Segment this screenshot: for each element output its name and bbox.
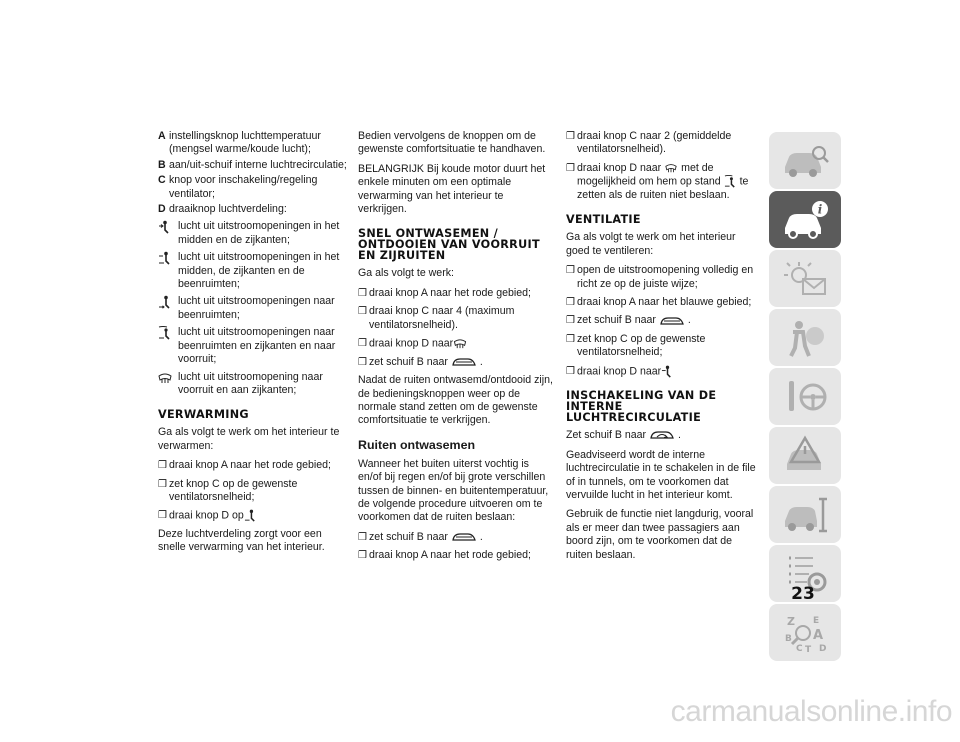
- index-icon: [779, 611, 831, 655]
- air-face-icon: [661, 365, 674, 378]
- list-text: [577, 365, 761, 379]
- list-item: [358, 531, 554, 544]
- bullet: ❒: [566, 162, 575, 174]
- bullet: ❒: [566, 365, 575, 377]
- list-text: [369, 337, 554, 351]
- list-text: draai knop C naar 4 (maximum ventilatorsnelheid).: [369, 305, 515, 331]
- airflow-item: [158, 220, 350, 247]
- list-text: draai knop C naar 2 (gemiddelde ventilatorsnelheid).: [577, 130, 732, 156]
- list-item: [358, 549, 554, 562]
- bullet: ❒: [358, 531, 367, 543]
- tab-dashboard[interactable]: [769, 132, 841, 189]
- air-feet-icon: [158, 295, 178, 309]
- air-feet-icon: [244, 509, 257, 522]
- list-item: [358, 305, 554, 332]
- list-text-part: draai knop D op: [169, 509, 244, 522]
- legend-item: [158, 159, 350, 172]
- recirculation-off-icon: [451, 531, 477, 543]
- tab-safety[interactable]: [769, 309, 841, 366]
- paragraph: Nadat de ruiten ontwasemd/ontdooid zijn, de bedieningsknoppen weer op de normale stand zetten om de gewenste comfortsituatie te verkrijgen.: [358, 374, 553, 427]
- svg-text:E: E: [813, 615, 820, 626]
- paragraph: Wanneer het buiten uiterst vochtig is en/of bij regen en/of bij grote verschillen tussen de binnen- en buitentemperatuur, de volgende procedure uitvoeren om te voorkomen dat de ruiten beslaan:: [358, 457, 549, 524]
- legend-item: [158, 174, 350, 201]
- recirculation-off-icon: [659, 315, 685, 327]
- air-face-feet-icon: [158, 251, 178, 265]
- airflow-item: [158, 295, 350, 322]
- list-item: [566, 296, 761, 309]
- list-item: [566, 162, 761, 203]
- heading-inschakeling: INSCHAKELING VAN DE INTERNE LUCHTRECIRCULATIE: [566, 389, 717, 425]
- legend-key: D: [158, 203, 166, 216]
- tab-index[interactable]: [769, 604, 841, 661]
- legend-item: [158, 130, 350, 157]
- bullet: ❒: [566, 265, 575, 277]
- legend-item: [158, 203, 350, 216]
- heading-ruiten-ontwasemen: Ruiten ontwasemen: [358, 437, 476, 452]
- period: .: [479, 355, 483, 368]
- legend-text: knop voor inschakeling/regeling ventilator;: [169, 174, 318, 200]
- list-text-part: draai knop D naar: [577, 364, 662, 377]
- list-text: draai knop A naar het blauwe gebied;: [577, 295, 752, 308]
- airflow-text: lucht uit uitstroomopeningen in het midden en de zijkanten;: [178, 220, 340, 246]
- heading-verwarming: VERWARMING: [158, 408, 249, 422]
- legend-key: C: [158, 174, 166, 187]
- list-item: [566, 314, 761, 327]
- bullet: ❒: [158, 478, 167, 490]
- paragraph: Gebruik de functie niet langdurig, vooral als er meer dan twee passagiers aan boord zijn, om te voorkomen dat de ruiten beslaan.: [566, 508, 754, 561]
- list-item: [158, 509, 350, 523]
- list-item: [566, 264, 761, 291]
- airflow-text: lucht uit uitstroomopeningen naar beenruimten en zijkanten en naar voorruit;: [178, 326, 336, 366]
- bullet: ❒: [358, 356, 367, 368]
- list-item: [566, 130, 761, 157]
- list-text: [577, 314, 761, 327]
- defrost-icon: [664, 162, 678, 174]
- list-item: [158, 478, 350, 505]
- airflow-text: lucht uit uitstroomopeningen naar beenruimten;: [178, 295, 335, 321]
- list-text-part: met de mogelijkheid om hem op stand: [577, 161, 721, 188]
- car-info-icon: [779, 198, 831, 242]
- column-1: [158, 130, 350, 561]
- list-text-part: zet schuif B naar: [577, 314, 656, 327]
- period: .: [687, 314, 691, 327]
- list-text: [577, 162, 761, 203]
- paragraph: BELANGRIJK Bij koude motor duurt het enkele minuten om een optimale verwarming van het interieur te verkrijgen.: [358, 162, 546, 216]
- paragraph: Bedien vervolgens de knoppen om de gewenste comfortsituatie te handhaven.: [358, 130, 546, 156]
- period: .: [678, 429, 681, 442]
- tab-info[interactable]: [769, 191, 841, 248]
- bullet: ❒: [358, 550, 367, 562]
- paragraph: Ga als volgt te werk om het interieur te verwarmen:: [158, 426, 340, 452]
- svg-text:A: A: [813, 627, 824, 643]
- air-face-icon: [158, 220, 178, 234]
- list-text-part: draai knop D naar: [577, 161, 662, 174]
- air-feet-windscreen-icon: [158, 326, 178, 340]
- svg-text:D: D: [819, 643, 827, 654]
- bullet: ❒: [158, 510, 167, 522]
- list-text: [369, 531, 554, 544]
- list-text-part: zet schuif B naar: [369, 355, 448, 368]
- list-text-part: te zetten als de ruiten niet beslaan.: [577, 175, 749, 201]
- defrost-icon: [158, 371, 178, 385]
- legend-key: B: [158, 158, 166, 171]
- svg-text:C: C: [796, 643, 803, 654]
- airflow-item: [158, 326, 350, 366]
- tab-emergency[interactable]: [769, 427, 841, 484]
- car-dashboard-icon: [779, 139, 831, 183]
- watermark: carmanualsonline.info: [670, 695, 952, 728]
- list-text: draai knop A naar het rode gebied;: [169, 459, 331, 472]
- recirculation-on-icon: [649, 429, 675, 441]
- tab-driving[interactable]: [769, 368, 841, 425]
- breakdown-icon: [779, 434, 831, 478]
- air-feet-windscreen-icon: [724, 175, 737, 188]
- legend-text: aan/uit-schuif interne luchtrecirculatie;: [169, 158, 347, 171]
- bullet: ❒: [358, 306, 367, 318]
- steering-icon: [779, 375, 831, 419]
- list-text: draai knop A naar het rode gebied;: [369, 286, 531, 299]
- heading-snel-ontwasemen: SNEL ONTWASEMEN / ONTDOOIEN VAN VOORRUIT EN ZIJRUITEN: [358, 227, 540, 263]
- bullet: ❒: [566, 333, 575, 345]
- paragraph: Ga als volgt te werk:: [358, 267, 454, 280]
- tab-lights[interactable]: [769, 250, 841, 307]
- page-number: 23: [791, 584, 815, 604]
- paragraph: Geadviseerd wordt de interne luchtrecirculatie in te schakelen in de file of in tunnels, om te voorkomen dat vervuilde lucht in het interieur komt.: [566, 448, 756, 501]
- bullet: ❒: [566, 131, 575, 142]
- list-text-part: draai knop D naar: [369, 337, 454, 350]
- legend-key: A: [158, 130, 166, 142]
- airflow-item: [158, 371, 350, 398]
- list-text-part: zet schuif B naar: [369, 530, 448, 543]
- list-text: zet knop C op de gewenste ventilatorsnelheid;: [169, 477, 298, 503]
- airflow-item: [158, 251, 350, 291]
- lights-icon: [779, 257, 831, 301]
- list-item: [158, 459, 350, 472]
- paragraph: Ga als volgt te werk om het interieur goed te ventileren:: [566, 231, 736, 257]
- list-text: draai knop A naar het rode gebied;: [369, 549, 531, 562]
- svg-text:i: i: [817, 202, 823, 216]
- bullet: ❒: [566, 296, 575, 308]
- paragraph: Deze luchtverdeling zorgt voor een snelle verwarming van het interieur.: [158, 528, 325, 554]
- bullet: ❒: [566, 315, 575, 327]
- list-item: [566, 333, 761, 360]
- airbag-icon: [779, 316, 831, 360]
- list-text: [169, 509, 350, 523]
- legend-text: draaiknop luchtverdeling:: [169, 203, 287, 216]
- svg-text:Z: Z: [787, 614, 795, 628]
- paragraph: [566, 429, 761, 442]
- list-item: [358, 287, 554, 300]
- bullet: ❒: [158, 460, 167, 472]
- service-icon: [779, 493, 831, 537]
- heading-ventilatie: VENTILATIE: [566, 213, 641, 227]
- bullet: ❒: [358, 287, 367, 299]
- svg-text:T: T: [805, 644, 812, 655]
- recirculation-off-icon: [451, 356, 477, 368]
- tab-maintenance[interactable]: [769, 486, 841, 543]
- list-item: [566, 365, 761, 379]
- airflow-text: lucht uit uitstroomopening naar voorruit en aan zijkanten;: [178, 370, 323, 396]
- list-text: zet knop C op de gewenste ventilatorsnelheid;: [577, 332, 706, 359]
- airflow-text: lucht uit uitstroomopeningen in het midden, de zijkanten en de beenruimten;: [178, 251, 340, 291]
- list-item: [358, 356, 554, 369]
- period: .: [479, 530, 483, 543]
- legend-text: instellingsknop luchttemperatuur (mengsel warme/koude lucht);: [169, 130, 321, 156]
- bullet: ❒: [358, 338, 367, 350]
- list-item: [358, 337, 554, 351]
- paragraph-text: Zet schuif B naar: [566, 429, 647, 442]
- defrost-icon: [453, 337, 467, 350]
- list-text: [369, 356, 554, 369]
- column-2: [358, 130, 554, 568]
- svg-text:B: B: [785, 633, 792, 644]
- column-3: [566, 130, 761, 568]
- list-text: open de uitstroomopening volledig en richt ze op de juiste wijze;: [577, 264, 754, 290]
